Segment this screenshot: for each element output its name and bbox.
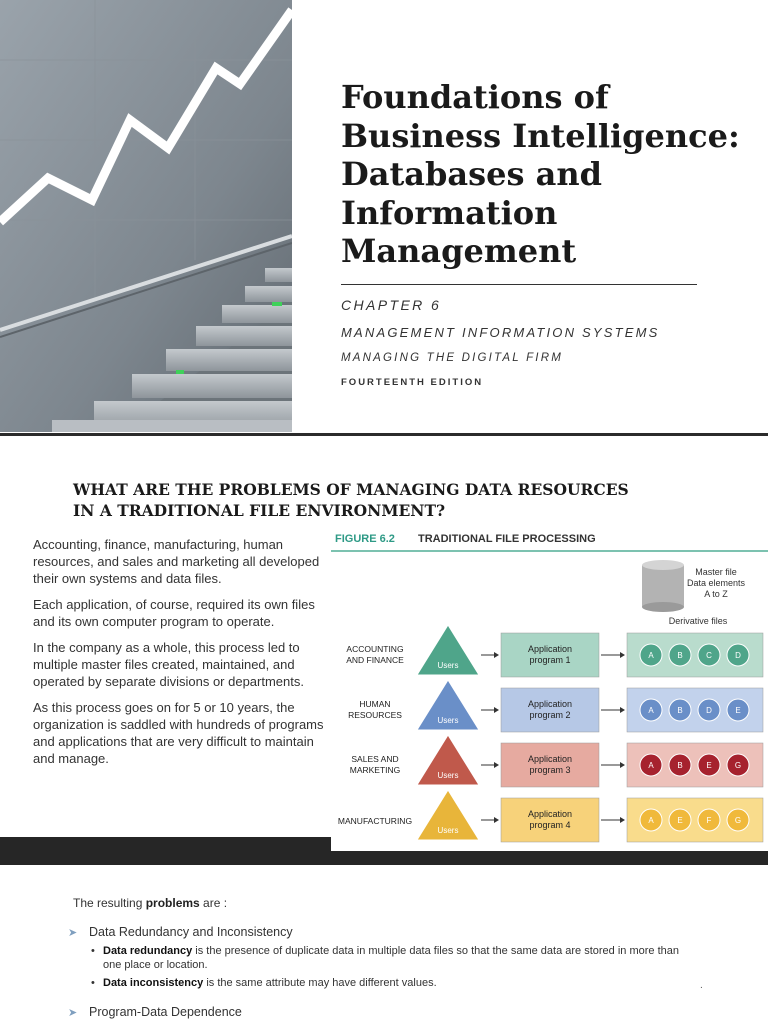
staircase-graph-photo xyxy=(0,0,292,432)
bullet-redundancy: Data Redundancy and Inconsistency xyxy=(89,925,293,939)
arrow-bullet-icon: ➤ xyxy=(68,927,78,939)
data-element-letter: F xyxy=(706,816,712,825)
data-element-letter: E xyxy=(735,706,741,715)
sub-bullet-redundancy xyxy=(91,944,693,972)
master-file-label: Data elements xyxy=(686,578,746,588)
stray-mark: . xyxy=(700,980,703,991)
arrow-head-icon xyxy=(494,762,499,768)
department-label: HUMAN xyxy=(359,699,391,709)
data-element-letter: C xyxy=(706,651,712,660)
heading-line: IN A TRADITIONAL FILE ENVIRONMENT? xyxy=(73,501,446,520)
data-element-letter: E xyxy=(677,816,683,825)
intro-text: The resulting xyxy=(73,896,146,910)
arrow-head-icon xyxy=(494,652,499,658)
figure-title: TRADITIONAL FILE PROCESSING xyxy=(418,533,596,545)
data-element-letter: A xyxy=(648,761,654,770)
users-label: Users xyxy=(437,771,459,780)
figure-number: FIGURE 6.2 xyxy=(335,533,395,545)
title-line: Business Intelligence: xyxy=(341,116,740,155)
title-line: Foundations of xyxy=(341,78,609,116)
users-label: Users xyxy=(437,661,459,670)
body-paragraph: Each application, of course, required its own files and its own computer program to operate. xyxy=(33,597,315,629)
file-processing-diagram xyxy=(331,525,768,851)
term-bold: Data redundancy xyxy=(103,945,193,957)
master-file-label: Master file xyxy=(695,567,737,577)
data-element-letter: G xyxy=(734,761,742,770)
application-program-label: program 2 xyxy=(529,710,571,720)
traditional-file-processing-figure xyxy=(331,525,768,851)
term-definition: is the presence of duplicate data in multiple data files so that the same data are stored in more than one place or location. xyxy=(103,945,679,971)
arrow-head-icon xyxy=(494,817,499,823)
data-element-letter: G xyxy=(734,816,742,825)
application-program-label: Application xyxy=(527,809,573,819)
data-element-letter: D xyxy=(706,706,712,715)
book-label: MANAGING THE DIGITAL FIRM xyxy=(341,352,563,364)
body-paragraph: Accounting, finance, manufacturing, human resources, and sales and marketing all developed their own systems and data files. xyxy=(33,537,320,586)
application-program-label: program 3 xyxy=(529,765,571,775)
data-element-letter: B xyxy=(677,761,683,770)
application-program-label: Application xyxy=(527,754,573,764)
title-line: Databases and xyxy=(341,155,603,193)
problems-slide xyxy=(0,866,768,1024)
department-label: ACCOUNTING xyxy=(346,644,404,654)
department-label: AND FINANCE xyxy=(346,655,404,665)
arrow-head-icon xyxy=(620,707,625,713)
application-program-label: Application xyxy=(527,644,573,654)
arrow-head-icon xyxy=(620,762,625,768)
application-program-label: Application xyxy=(527,699,573,709)
application-program-label: program 4 xyxy=(529,820,571,830)
term-definition: is the same attribute may have different values. xyxy=(203,977,437,989)
title-line: Information xyxy=(341,193,558,232)
arrow-head-icon xyxy=(494,707,499,713)
chapter-label: CHAPTER 6 xyxy=(341,297,442,313)
users-label: Users xyxy=(437,716,459,725)
data-element-letter: B xyxy=(677,651,683,660)
department-label: MARKETING xyxy=(349,765,401,775)
bullet-dot-icon: • xyxy=(91,945,95,957)
body-paragraph: As this process goes on for 5 or 10 years, the organization is saddled with hundreds of programs and applications that are very difficult to maintain and manage. xyxy=(33,700,324,766)
course-label: MANAGEMENT INFORMATION SYSTEMS xyxy=(341,325,660,340)
data-element-letter: B xyxy=(677,706,683,715)
edition-label: FOURTEENTH EDITION xyxy=(341,377,484,388)
slide-top-border xyxy=(0,433,768,436)
arrow-head-icon xyxy=(620,652,625,658)
data-element-letter: D xyxy=(735,651,741,660)
presentation-title xyxy=(341,78,741,271)
derivative-files-label: Derivative files xyxy=(668,616,728,626)
department-label: RESOURCES xyxy=(348,710,402,720)
department-label: SALES AND xyxy=(351,754,399,764)
term-bold: Data inconsistency xyxy=(103,977,204,989)
body-paragraph: In the company as a whole, this process led to multiple master files created, maintained, and operated by separate divisions or departments. xyxy=(33,640,304,689)
title-divider xyxy=(341,284,697,285)
title-line: Management xyxy=(341,232,577,270)
traditional-file-slide xyxy=(0,433,768,865)
slide-body-text xyxy=(33,536,331,776)
intro-text: are : xyxy=(199,896,228,910)
data-element-letter: A xyxy=(648,651,654,660)
heading-line: WHAT ARE THE PROBLEMS OF MANAGING DATA RESOURCES xyxy=(73,480,629,499)
slide-heading xyxy=(73,479,713,521)
data-element-letter: A xyxy=(648,706,654,715)
staircase-photo-icon xyxy=(0,0,292,432)
data-element-letter: A xyxy=(648,816,654,825)
application-program-label: program 1 xyxy=(529,655,571,665)
bullet-dependence: Program-Data Dependence xyxy=(89,1005,242,1019)
arrow-head-icon xyxy=(620,817,625,823)
title-slide xyxy=(0,0,768,432)
users-label: Users xyxy=(437,826,459,835)
data-element-letter: E xyxy=(706,761,712,770)
sub-bullet-inconsistency xyxy=(91,976,693,990)
problems-intro xyxy=(73,896,227,910)
intro-bold: problems xyxy=(145,896,200,910)
master-file-cylinder-icon xyxy=(642,560,684,612)
bullet-dot-icon: • xyxy=(91,977,95,989)
department-label: MANUFACTURING xyxy=(337,816,413,826)
master-file-label: A to Z xyxy=(704,589,728,599)
figure-header-rule xyxy=(331,550,768,552)
arrow-bullet-icon: ➤ xyxy=(68,1007,78,1019)
